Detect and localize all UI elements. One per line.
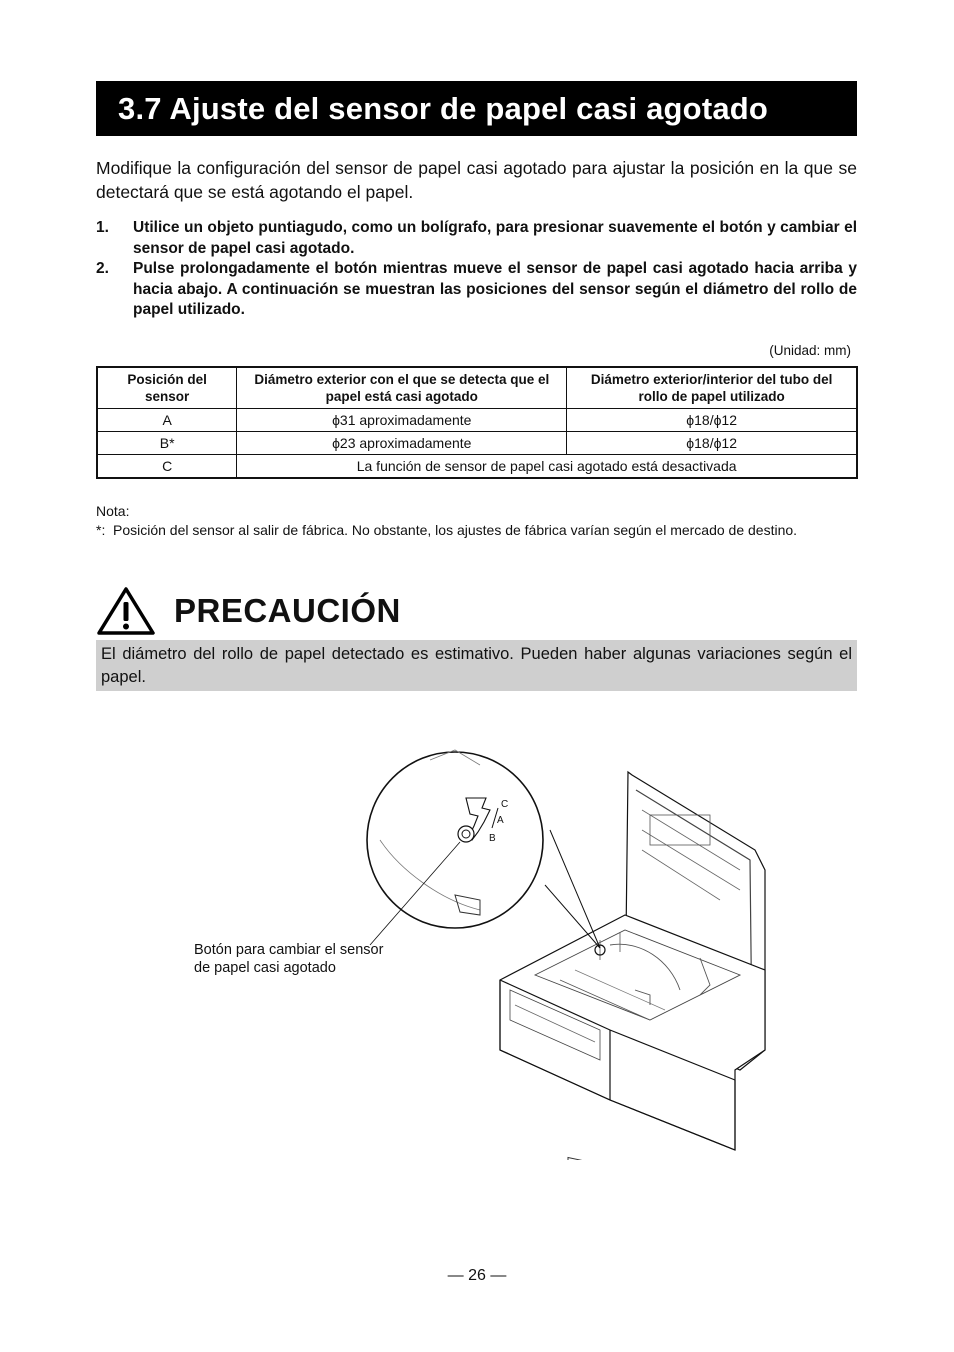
- sensor-position-table: [96, 366, 858, 479]
- cell-position: B*: [97, 432, 237, 455]
- header-detect-diameter: Diámetro exterior con el que se detecta que el papel está casi agotado: [237, 367, 567, 409]
- position-label-b: B: [489, 833, 496, 844]
- caution-heading: PRECAUCIÓN: [174, 592, 401, 629]
- caution-header: [96, 584, 401, 638]
- step-item: [96, 259, 857, 321]
- steps-list: [96, 218, 857, 321]
- cell-position: C: [97, 455, 237, 479]
- cell-detect: ϕ23 aproximadamente: [237, 432, 567, 455]
- position-label-c: C: [501, 799, 509, 810]
- step-text: Utilice un objeto puntiagudo, como un bolígrafo, para presionar suavemente el botón y cambiar el sensor de papel casi agotado.: [133, 219, 857, 257]
- printer-illustration: [180, 720, 780, 1160]
- note-text: Posición del sensor al salir de fábrica. No obstante, los ajustes de fábrica varían según el mercado de destino.: [113, 522, 798, 538]
- section-title-bar: [96, 81, 857, 136]
- table-row: [97, 455, 857, 479]
- cell-roll: ϕ18/ϕ12: [567, 409, 857, 432]
- page-number: — 26 —: [447, 1267, 507, 1284]
- cell-roll: ϕ18/ϕ12: [567, 432, 857, 455]
- position-label-a: A: [497, 815, 504, 826]
- cell-merged: La función de sensor de papel casi agotado está desactivada: [237, 455, 857, 479]
- step-number: 1.: [96, 219, 109, 236]
- section-title: 3.7 Ajuste del sensor de papel casi agotado: [118, 90, 769, 126]
- caution-box: El diámetro del rollo de papel detectado es estimativo. Pueden haber algunas variaciones según el papel.: [96, 640, 857, 691]
- table-unit-label: (Unidad: mm): [769, 343, 851, 358]
- figure-caption-line1: Botón para cambiar el sensor: [194, 942, 384, 958]
- note: [96, 521, 857, 539]
- table-header-row: [97, 367, 857, 409]
- note-marker: *:: [96, 522, 106, 538]
- step-number: 2.: [96, 260, 109, 277]
- step-item: [96, 218, 857, 259]
- note-label: Nota:: [96, 503, 130, 519]
- table-row: [97, 409, 857, 432]
- header-roll-diameter: Diámetro exterior/interior del tubo del rollo de papel utilizado: [567, 367, 857, 409]
- figure-caption: [194, 941, 383, 977]
- step-text: Pulse prolongadamente el botón mientras mueve el sensor de papel casi agotado hacia arriba y hacia abajo. A continuación se muestran las posiciones del sensor según el diámetro del rollo de papel utilizado.: [133, 260, 857, 318]
- header-position: Posición del sensor: [97, 367, 237, 409]
- table-row: [97, 432, 857, 455]
- figure-caption-line2: de papel casi agotado: [194, 960, 336, 976]
- warning-triangle-icon: [96, 586, 156, 636]
- cell-position: A: [97, 409, 237, 432]
- cell-detect: ϕ31 aproximadamente: [237, 409, 567, 432]
- intro-paragraph: Modifique la configuración del sensor de papel casi agotado para ajustar la posición en la que se detectará que se está agotando el papel.: [96, 158, 857, 202]
